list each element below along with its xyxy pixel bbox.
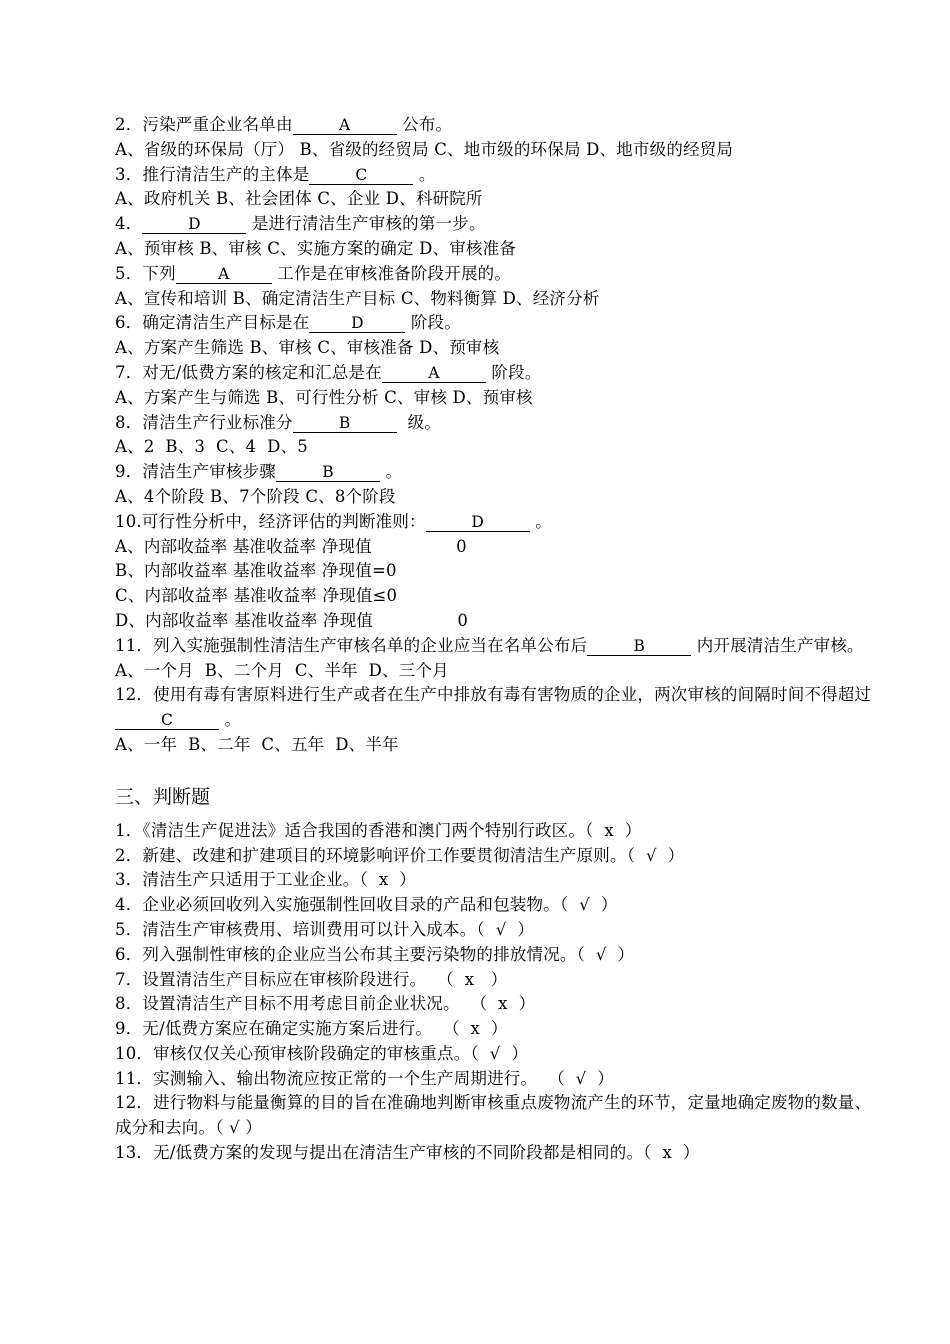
judgment-item: 9．无/低费方案应在确定实施方案后进行。 （ x ） [115, 1019, 508, 1039]
answer-blank: D [142, 215, 246, 234]
judgment-item: 13．无/低费方案的发现与提出在清洁生产审核的不同阶段都是相同的。（ x ） [115, 1143, 700, 1163]
answer-blank: C [309, 166, 413, 185]
options-7: A、方案产生与筛选 B、可行性分析 C、审核 D、预审核 [115, 387, 533, 407]
answer-blank: B [276, 463, 380, 482]
judgment-item: 6．列入强制性审核的企业应当公布其主要污染物的排放情况。（ √ ） [115, 944, 635, 964]
question-3: 3．推行清洁生产的主体是 C 。 [115, 164, 436, 184]
option-10-d: D、内部收益率 基准收益率 净现值 0 [115, 610, 469, 630]
section-heading: 三、判断题 [115, 785, 211, 808]
question-6: 6．确定清洁生产目标是在 D 阶段。 [115, 313, 461, 333]
question-9: 9．清洁生产审核步骤 B 。 [115, 462, 403, 482]
options-8: A、2 B、3 C、4 D、5 [115, 437, 308, 457]
options-12: A、一年 B、二年 C、五年 D、半年 [115, 734, 399, 754]
answer-blank: B [293, 414, 397, 433]
judgment-item: 2．新建、改建和扩建项目的环境影响评价工作要贯彻清洁生产原则。（ √ ） [115, 845, 685, 865]
options-5: A、宣传和培训 B、确定清洁生产目标 C、物料衡算 D、经济分析 [115, 288, 600, 308]
question-7: 7．对无/低费方案的核定和汇总是在 A 阶段。 [115, 362, 542, 382]
judgment-item: 3．清洁生产只适用于工业企业。（ x ） [115, 870, 416, 890]
question-11: 11．列入实施强制性清洁生产审核名单的企业应当在名单公布后 B 内开展清洁生产审核。 [115, 635, 864, 655]
answer-blank: B [587, 637, 691, 656]
answer-blank: A [293, 116, 397, 135]
question-10: 10.可行性分析中，经济评估的判断准则： D 。 [115, 511, 552, 531]
judgment-item: 7．设置清洁生产目标应在审核阶段进行。 （ x ） [115, 969, 508, 989]
options-11: A、一个月 B、二个月 C、半年 D、三个月 [115, 660, 449, 680]
options-4: A、预审核 B、审核 C、实施方案的确定 D、审核准备 [115, 238, 517, 258]
answer-blank: C [115, 711, 219, 730]
judgment-item: 1．《清洁生产促进法》适合我国的香港和澳门两个特别行政区。（ x ） [115, 820, 642, 840]
options-3: A、政府机关 B、社会团体 C、企业 D、科研院所 [115, 189, 483, 209]
options-2: A、省级的环保局（厅） B、省级的经贸局 C、地市级的环保局 D、地市级的经贸局 [115, 139, 734, 159]
document-page [115, 113, 885, 1166]
question-8: 8．清洁生产行业标准分 B 级。 [115, 412, 441, 432]
answer-blank: D [309, 314, 405, 333]
question-12: 12．使用有毒有害原料进行生产或者在生产中排放有毒有害物质的企业，两次审核的间隔时间不得超过C 。 [115, 685, 872, 730]
judgment-item: 5．清洁生产审核费用、培训费用可以计入成本。（ √ ） [115, 919, 535, 939]
judgment-item: 12．进行物料与能量衡算的目的旨在准确地判断审核重点废物流产生的环节，定量地确定废物的数量、成分和去向。（ √ ） [115, 1093, 872, 1138]
options-6: A、方案产生筛选 B、审核 C、审核准备 D、预审核 [115, 338, 500, 358]
option-10-c: C、内部收益率 基准收益率 净现值≤0 [115, 586, 398, 606]
judgment-item: 8．设置清洁生产目标不用考虑目前企业状况。 （ x ） [115, 994, 536, 1014]
options-9: A、4个阶段 B、7个阶段 C、8个阶段 [115, 486, 396, 506]
question-4: 4． D 是进行清洁生产审核的第一步。 [115, 214, 486, 234]
question-2: 2．污染严重企业名单由 A 公布。 [115, 115, 453, 134]
question-5: 5．下列 A 工作是在审核准备阶段开展的。 [115, 263, 512, 283]
option-10-a: A、内部收益率 基准收益率 净现值 0 [115, 536, 467, 556]
answer-blank: A [176, 265, 272, 284]
judgment-item: 10．审核仅仅关心预审核阶段确定的审核重点。（ √ ） [115, 1043, 529, 1063]
answer-blank: D [426, 513, 530, 532]
judgment-item: 11．实测输入、输出物流应按正常的一个生产周期进行。 （ √ ） [115, 1068, 614, 1088]
judgment-item: 4．企业必须回收列入实施强制性回收目录的产品和包装物。（ √ ） [115, 895, 618, 915]
option-10-b: B、内部收益率 基准收益率 净现值=0 [115, 561, 397, 581]
answer-blank: A [382, 364, 486, 383]
